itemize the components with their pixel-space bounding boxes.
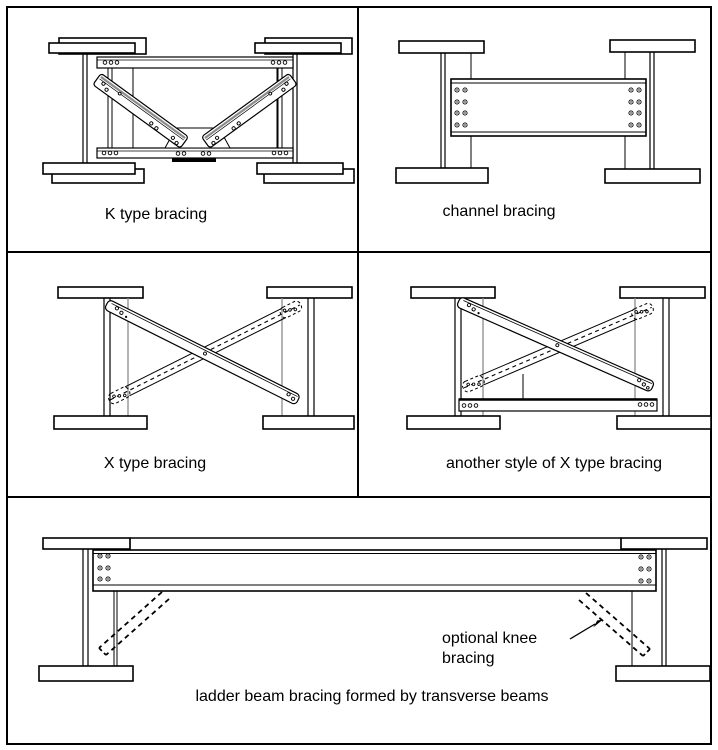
diagonal-brace-left (93, 73, 189, 148)
i-beam-right (263, 287, 354, 429)
i-beam-left (54, 287, 147, 429)
panel-caption: K type bracing (104, 206, 208, 223)
panel-caption: channel bracing (442, 203, 556, 220)
channel-member (451, 79, 646, 136)
panel-caption: X type bracing (103, 455, 207, 472)
knee-brace-right (579, 593, 650, 656)
transverse-beam (93, 538, 656, 591)
bottom-tie-plate (97, 148, 293, 162)
bottom-tie-plate (459, 399, 657, 411)
plate-edge-bar (172, 158, 216, 162)
knee-bracing-label-line1: optional knee (442, 630, 538, 647)
panel-ladder-beam-bracing (39, 538, 710, 705)
panel-k-type-bracing (43, 38, 354, 223)
knee-brace-left (99, 592, 169, 655)
x-brace-front (104, 299, 300, 405)
panel-x-type-alt-bracing (407, 287, 711, 472)
diagonal-brace-right (202, 73, 298, 148)
top-tie-plate (97, 57, 293, 68)
annotation-arrow (570, 620, 603, 640)
knee-bracing-label-line2: bracing (442, 650, 495, 667)
panel-channel-bracing (396, 40, 700, 220)
panel-x-type-bracing (54, 287, 354, 472)
brace-gray-stripe (205, 77, 289, 138)
brace-gray-stripe (101, 77, 185, 138)
panel-caption: another style of X type bracing (445, 455, 663, 472)
panel-caption: ladder beam bracing formed by transverse beams (195, 688, 549, 705)
